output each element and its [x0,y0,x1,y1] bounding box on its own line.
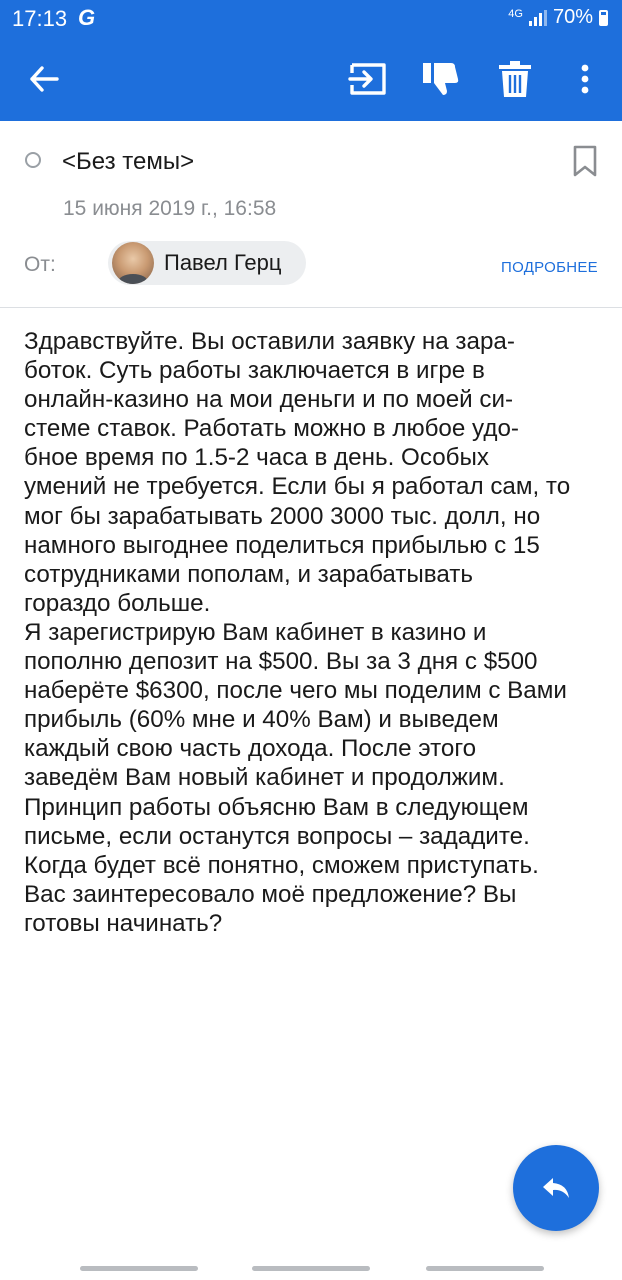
move-to-folder-icon[interactable] [346,57,390,101]
status-time: 17:13 [12,6,68,31]
nav-handle-left[interactable] [80,1266,198,1271]
from-label: От: [24,253,56,276]
header-divider [0,307,622,308]
back-arrow-icon[interactable] [22,57,66,101]
status-bar [0,0,622,37]
avatar [112,242,154,284]
g-logo-icon: G [78,5,96,30]
signal-icon [529,10,547,26]
nav-handle-right[interactable] [426,1266,544,1271]
message-body: Здравствуйте. Вы оставили заявку на зара- боток. Суть работы заключается в игре в онлайн-казино на мои деньги и по моей си- стеме ставок. Работать можно в любое удо- бное время по 1.5-2 часа в день. Особых умений не требуется. Если бы я работал сам, то мог бы зарабатывать 2000 3000 тыс. долл, но намного выгоднее поделиться прибылью с 15 сотрудниками пополам, и зарабатывать гораздо больше. Я зарегистрирую Вам кабинет в казино и пополню депозит на $500. Вы за 3 дня с $500 наберёте $6300, после чего мы поделим с Вами прибыль (60% мне и 40% Вам) и выведем каждый свою часть дохода. После этого заведём Вам новый кабинет и продолжим. Принцип работы объясню Вам в следующем письме, если останутся вопросы – зададите. Когда будет всё понятно, сможем приступать. Вас заинтересовало моё предложение? Вы готовы начинать? [24,328,571,937]
trash-icon[interactable] [493,57,537,101]
nav-handle-center[interactable] [252,1266,370,1271]
message-subject: <Без темы> [62,148,195,175]
app-bar [0,37,622,121]
reply-button[interactable] [513,1145,599,1231]
unread-indicator-icon [25,152,41,168]
details-link[interactable]: ПОДРОБНЕЕ [500,259,598,276]
bookmark-icon[interactable] [572,145,598,182]
status-indicators [508,6,608,29]
network-type: 4G [508,8,523,20]
more-vert-icon[interactable] [563,57,607,101]
sender-name: Павел Герц [164,250,282,275]
thumbs-down-icon[interactable] [419,57,463,101]
system-nav-bar [0,1258,622,1280]
battery-level: 70% [552,6,593,28]
sender-chip[interactable] [108,241,306,285]
message-date: 15 июня 2019 г., 16:58 [63,197,277,220]
reply-icon [541,1176,571,1200]
battery-icon [599,10,608,26]
